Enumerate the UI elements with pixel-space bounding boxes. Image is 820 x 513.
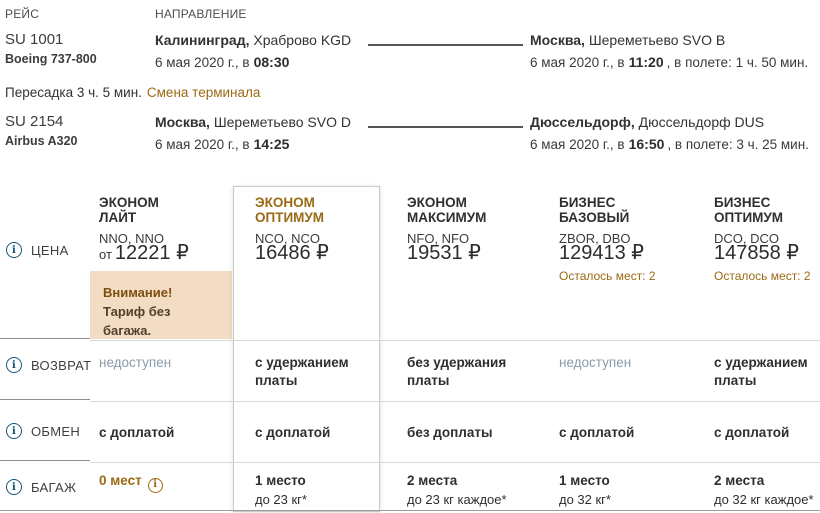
- fare-column-header-econom-maximum[interactable]: [380, 188, 526, 246]
- header-spacer: [0, 188, 90, 236]
- baggage-econom-optimum: [233, 462, 380, 511]
- row-divider: [0, 399, 90, 400]
- terminal-change-link[interactable]: Смена терминала: [146, 85, 261, 100]
- departure-city: Калининград,: [155, 32, 250, 48]
- flight-number: SU 1001: [5, 31, 64, 48]
- baggage-business-optimum: [673, 462, 820, 511]
- baggage-weight: до 32 кг*: [559, 492, 611, 507]
- row-label-exchange: [0, 401, 90, 462]
- price-econom-optimum[interactable]: [233, 236, 380, 340]
- departure-airport: Шереметьево SVO D: [213, 114, 351, 130]
- departure-time: 14:25: [253, 136, 290, 152]
- arrival-airport: Шереметьево SVO B: [588, 32, 726, 48]
- fare-column-header-business-basic[interactable]: [526, 188, 673, 246]
- baggage-allowance: 1 место: [255, 473, 306, 488]
- fare-table: [0, 188, 820, 511]
- fare-title-line1: ЭКОНОМ: [255, 195, 315, 210]
- row-label-text: ЦЕНА: [31, 243, 69, 258]
- price-amount: 147858 ₽: [714, 242, 800, 264]
- transfer-duration: Пересадка 3 ч. 5 мин.: [5, 85, 142, 100]
- departure-info: [155, 112, 351, 157]
- fare-title-line2: ЛАЙТ: [99, 210, 137, 225]
- baggage-weight: до 32 кг каждое*: [714, 492, 814, 507]
- arrival-date: 6 мая 2020 г., в: [530, 55, 625, 70]
- exchange-business-optimum: с доплатой: [714, 425, 790, 440]
- fare-title-line2: ОПТИМУМ: [255, 210, 325, 225]
- price-econom-light[interactable]: [90, 236, 233, 340]
- arrival-date: 6 мая 2020 г., в: [530, 137, 625, 152]
- departure-date: 6 мая 2020 г., в: [155, 137, 250, 152]
- flight-segment-1: [0, 30, 820, 84]
- row-divider: [0, 338, 90, 339]
- row-divider: [90, 401, 820, 402]
- row-divider: [90, 340, 820, 341]
- fare-title-line2: МАКСИМУМ: [407, 210, 487, 225]
- baggage-weight: до 23 кг*: [255, 492, 307, 507]
- no-baggage-notice: [90, 271, 232, 339]
- flight-duration: , в полете: 3 ч. 25 мин.: [667, 137, 809, 152]
- aircraft-type: Boeing 737-800: [5, 52, 97, 66]
- row-label-baggage: [0, 462, 90, 511]
- arrival-time: 11:20: [628, 54, 664, 70]
- baggage-allowance: 2 места: [714, 473, 765, 488]
- departure-city: Москва,: [155, 114, 210, 130]
- departure-date: 6 мая 2020 г., в: [155, 55, 250, 70]
- baggage-allowance: 0 мест: [99, 473, 142, 488]
- fare-column-header-econom-light[interactable]: [90, 188, 233, 246]
- exchange-info-icon[interactable]: i: [6, 423, 22, 439]
- arrival-airport: Дюссельдорф DUS: [638, 114, 765, 130]
- fare-codes: NNO, NNO: [99, 231, 164, 246]
- price-business-basic[interactable]: [526, 236, 673, 340]
- arrival-info: [530, 30, 808, 75]
- baggage-econom-light: [90, 462, 233, 511]
- refund-econom-optimum: с удержанием платы: [255, 355, 349, 388]
- row-divider: [0, 460, 90, 461]
- transfer-note: [5, 85, 260, 100]
- direction-column-header: НАПРАВЛЕНИЕ: [155, 7, 247, 21]
- fare-title-line1: ЭКОНОМ: [99, 195, 159, 210]
- baggage-weight: до 23 кг каждое*: [407, 492, 507, 507]
- fare-codes: ZBOR, DBO: [559, 231, 631, 246]
- baggage-info-icon[interactable]: i: [6, 479, 22, 495]
- baggage-econom-maximum: [380, 462, 526, 511]
- seats-left-note: Осталось мест: 2: [559, 269, 656, 283]
- flight-column-header: РЕЙС: [5, 7, 40, 21]
- price-business-optimum[interactable]: [673, 236, 820, 340]
- fare-title-line2: БАЗОВЫЙ: [559, 210, 630, 225]
- row-label-text: ВОЗВРАТ: [31, 358, 92, 373]
- arrival-time: 16:50: [628, 136, 665, 152]
- departure-airport: Храброво KGD: [253, 32, 352, 48]
- refund-econom-light: недоступен: [99, 355, 172, 370]
- exchange-econom-optimum: с доплатой: [255, 425, 331, 440]
- aircraft-type: Airbus A320: [5, 134, 78, 148]
- fare-title-line1: ЭКОНОМ: [407, 195, 467, 210]
- price-amount: 19531 ₽: [407, 242, 481, 264]
- exchange-econom-light: с доплатой: [99, 425, 175, 440]
- refund-business-basic: недоступен: [559, 355, 632, 370]
- table-bottom-border: [0, 510, 820, 511]
- row-label-text: БАГАЖ: [31, 480, 77, 495]
- departure-info: [155, 30, 351, 75]
- refund-econom-maximum: без удержания платы: [407, 355, 507, 388]
- price-info-icon[interactable]: i: [6, 242, 22, 258]
- refund-info-icon[interactable]: i: [6, 357, 22, 373]
- row-label-price: [0, 236, 90, 340]
- notice-title: Внимание!: [103, 285, 173, 300]
- notice-text: Тариф без багажа.: [103, 304, 171, 338]
- row-label-text: ОБМЕН: [31, 424, 81, 439]
- fare-codes: NFO, NFO: [407, 231, 470, 246]
- fare-title-line2: ОПТИМУМ: [714, 210, 784, 225]
- baggage-business-basic: [526, 462, 673, 511]
- fare-column-header-econom-optimum[interactable]: [233, 188, 380, 246]
- arrival-info: [530, 112, 809, 157]
- exchange-econom-maximum: без доплаты: [407, 425, 493, 440]
- seats-left-note: Осталось мест: 2: [714, 269, 811, 283]
- flight-duration: , в полете: 1 ч. 50 мин.: [666, 55, 809, 70]
- arrival-city: Москва,: [530, 32, 585, 48]
- refund-business-optimum: с удержанием платы: [714, 355, 808, 388]
- flight-segment-2: [0, 112, 820, 166]
- fare-title-line1: БИЗНЕС: [559, 195, 616, 210]
- price-amount: 129413 ₽: [559, 242, 645, 264]
- price-amount: 16486 ₽: [255, 242, 329, 264]
- row-divider: [90, 462, 820, 463]
- flight-number: SU 2154: [5, 113, 64, 130]
- route-line: [368, 44, 523, 46]
- arrival-city: Дюссельдорф,: [530, 114, 635, 130]
- route-line: [368, 126, 523, 128]
- baggage-allowance: 2 места: [407, 473, 458, 488]
- row-label-refund: [0, 340, 90, 401]
- fare-codes: NCO, NCO: [255, 231, 320, 246]
- fare-codes: DCO, DCO: [714, 231, 779, 246]
- exchange-business-basic: с доплатой: [559, 425, 635, 440]
- price-econom-maximum[interactable]: [380, 236, 526, 340]
- baggage-allowance: 1 место: [559, 473, 610, 488]
- price-amount: 12221 ₽: [114, 242, 189, 264]
- departure-time: 08:30: [253, 54, 290, 70]
- fare-column-header-business-optimum[interactable]: [673, 188, 820, 246]
- price-prefix: от: [99, 247, 112, 262]
- fare-title-line1: БИЗНЕС: [714, 195, 771, 210]
- zero-baggage-info-icon[interactable]: i: [148, 478, 163, 493]
